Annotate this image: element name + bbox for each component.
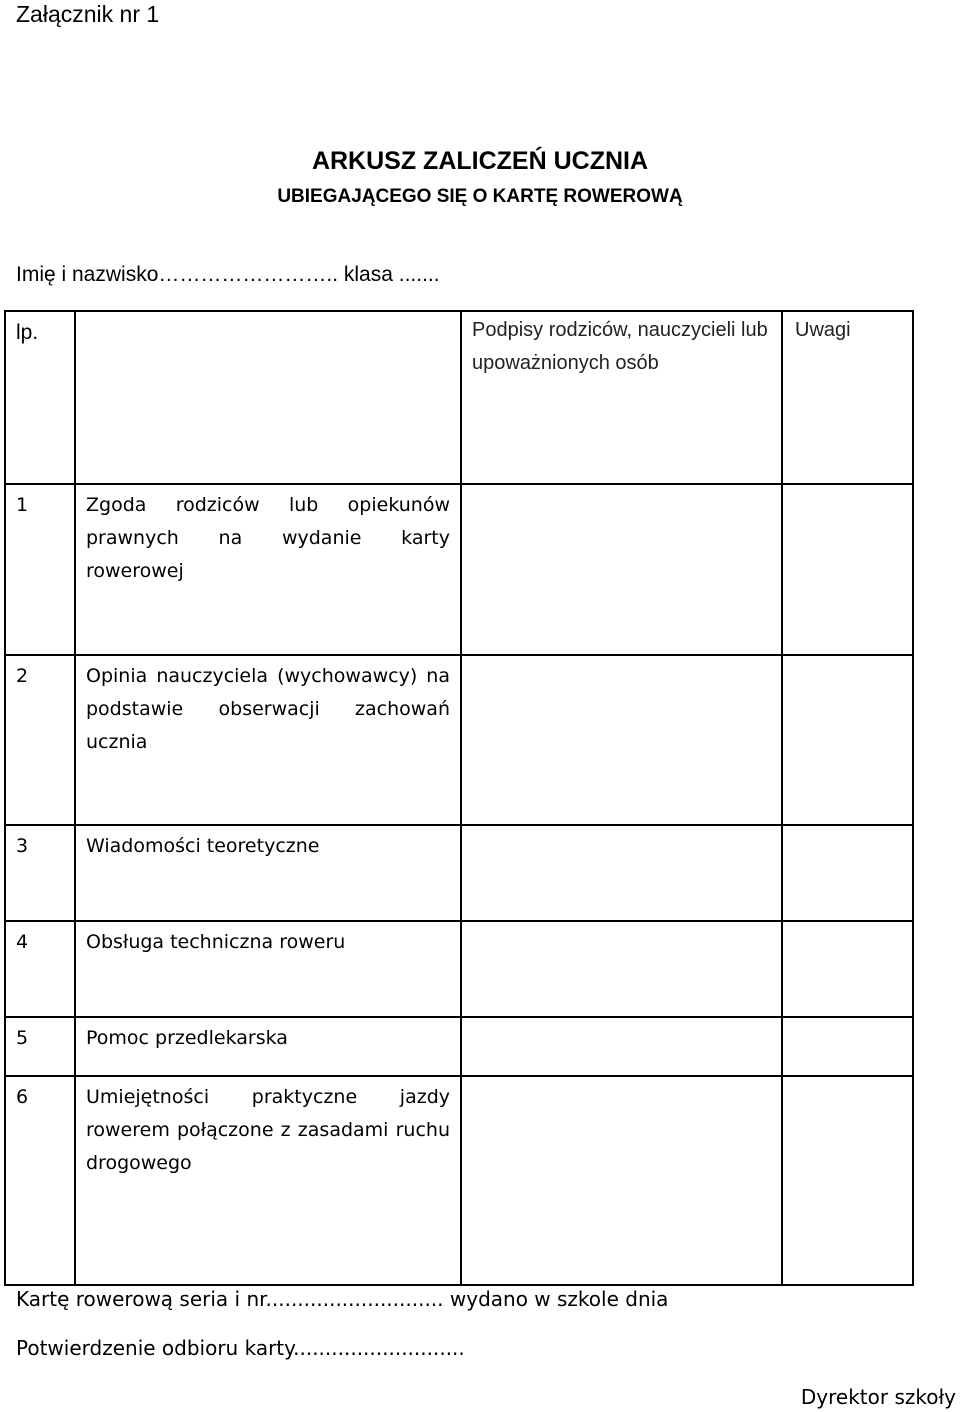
row-item	[75, 825, 461, 921]
row-item-text: Wiadomości teoretyczne	[86, 835, 320, 857]
card-receipt-line[interactable]: Potwierdzenie odbioru karty...........................	[16, 1336, 465, 1360]
row-item	[75, 484, 461, 655]
notes-cell[interactable]	[782, 484, 913, 655]
row-item	[75, 921, 461, 1017]
header-signatures: Podpisy rodziców, nauczycieli lub upoważnionych osób	[461, 311, 782, 484]
row-item-text: Obsługa techniczna roweru	[86, 931, 346, 953]
header-lp: lp.	[5, 311, 75, 484]
notes-cell[interactable]	[782, 1017, 913, 1076]
row-item	[75, 655, 461, 825]
table-row	[5, 921, 913, 1017]
table-row	[5, 484, 913, 655]
director-signature-label: Dyrektor szkoły	[800, 1385, 956, 1409]
signature-cell[interactable]	[461, 825, 782, 921]
signature-cell[interactable]	[461, 1017, 782, 1076]
notes-cell[interactable]	[782, 825, 913, 921]
row-item-text: Opinia nauczyciela (wychowawcy) na podstawie obserwacji zachowań ucznia	[86, 665, 450, 753]
row-item-text: Zgoda rodziców lub opiekunów prawnych na wydanie karty rowerowej	[86, 494, 450, 582]
credits-table	[4, 310, 914, 1286]
student-name-field[interactable]: Imię i nazwisko…………………….. klasa .......	[16, 263, 440, 286]
row-item-text: Pomoc przedlekarska	[86, 1027, 288, 1049]
table-row	[5, 1076, 913, 1285]
row-item	[75, 1076, 461, 1285]
signature-cell[interactable]	[461, 921, 782, 1017]
card-issue-line[interactable]: Kartę rowerową seria i nr............................ wydano w szkole dnia	[16, 1287, 669, 1311]
header-notes: Uwagi	[782, 311, 913, 484]
row-item-text: Umiejętności praktyczne jazdy rowerem połączone z zasadami ruchu drogowego	[86, 1086, 450, 1174]
row-number: 1	[5, 484, 75, 655]
table-row	[5, 825, 913, 921]
notes-cell[interactable]	[782, 655, 913, 825]
signature-cell[interactable]	[461, 484, 782, 655]
table-header-row	[5, 311, 913, 484]
header-item	[75, 311, 461, 484]
notes-cell[interactable]	[782, 921, 913, 1017]
signature-cell[interactable]	[461, 1076, 782, 1285]
row-number: 2	[5, 655, 75, 825]
notes-cell[interactable]	[782, 1076, 913, 1285]
table-row	[5, 1017, 913, 1076]
row-number: 3	[5, 825, 75, 921]
row-number: 6	[5, 1076, 75, 1285]
signature-cell[interactable]	[461, 655, 782, 825]
annex-label: Załącznik nr 1	[16, 1, 160, 27]
row-number: 5	[5, 1017, 75, 1076]
table-row	[5, 655, 913, 825]
document-title: ARKUSZ ZALICZEŃ UCZNIA	[311, 147, 649, 175]
document-subtitle: UBIEGAJĄCEGO SIĘ O KARTĘ ROWEROWĄ	[277, 186, 683, 207]
row-number: 4	[5, 921, 75, 1017]
row-item	[75, 1017, 461, 1076]
